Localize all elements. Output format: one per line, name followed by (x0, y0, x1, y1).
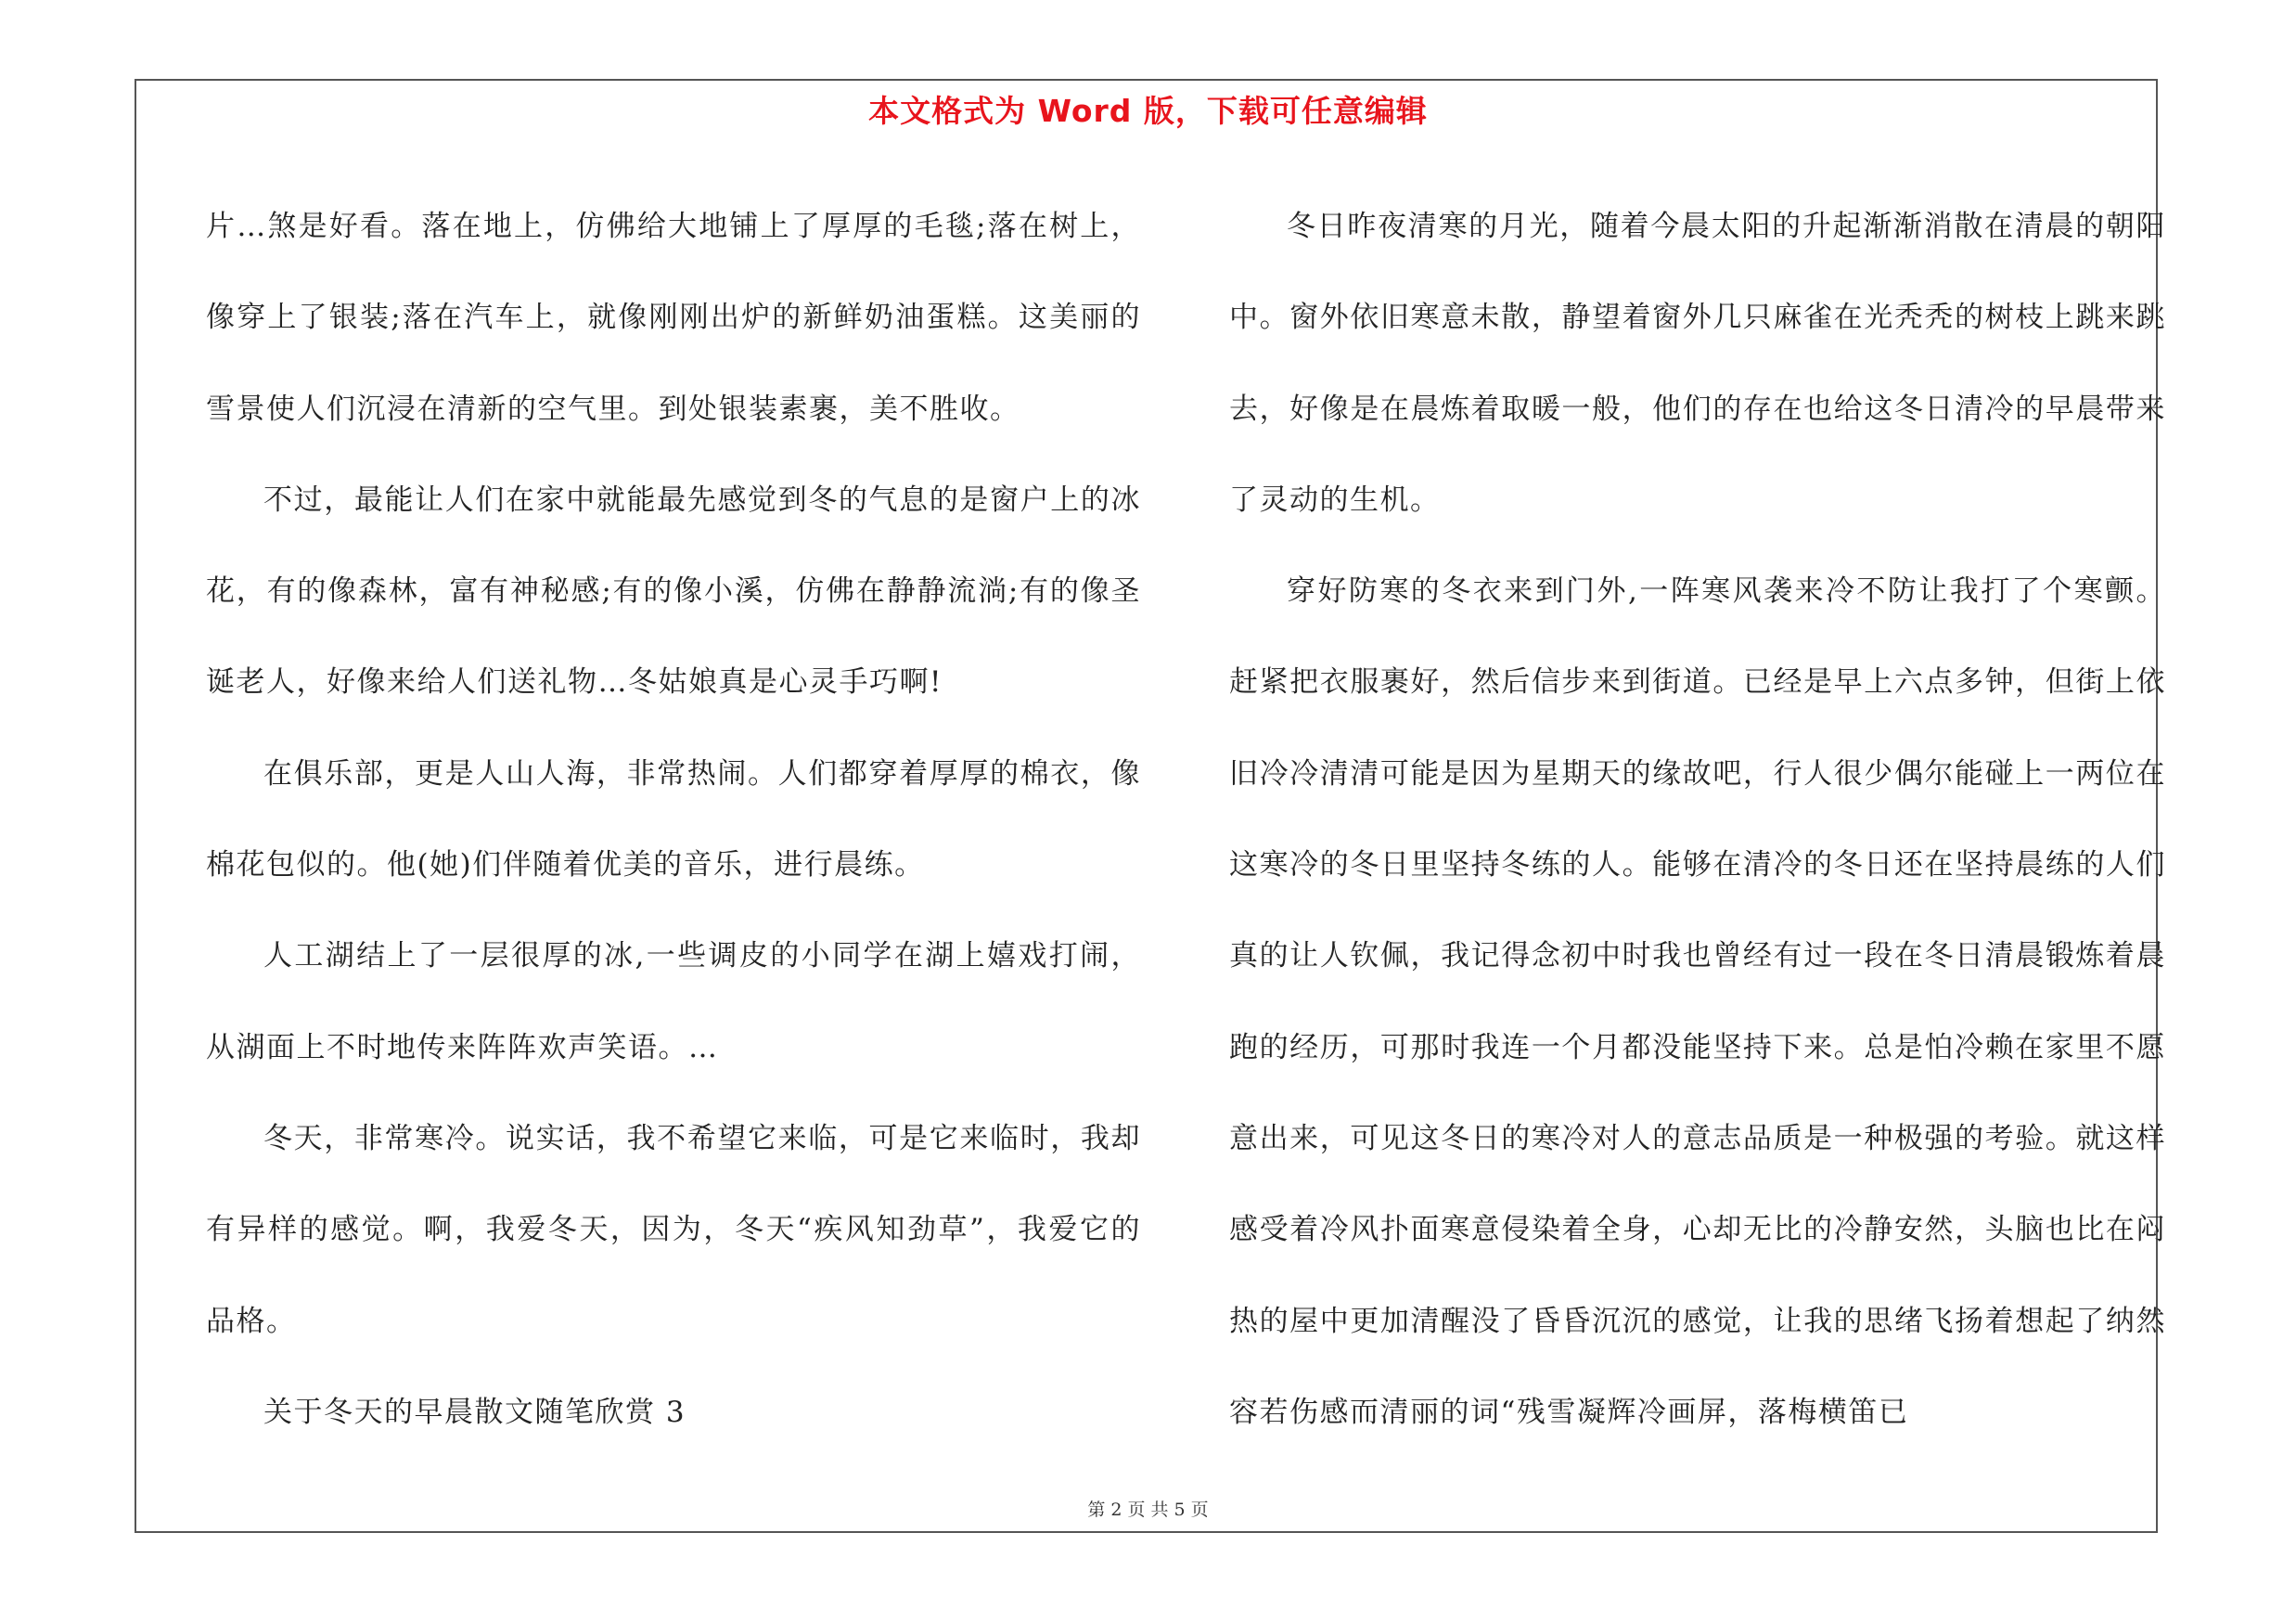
paragraph: 在俱乐部，更是人山人海，非常热闹。人们都穿着厚厚的棉衣，像棉花包似的。他(她)们伴随着优美的音乐，进行晨练。 (206, 756, 1141, 882)
paragraph: 冬天，非常寒冷。说实话，我不希望它来临，可是它来临时，我却有异样的感觉。啊，我爱冬天，因为，冬天“疾风知劲草”，我爱它的品格。 (206, 1121, 1141, 1338)
header-banner: 本文格式为 Word 版，下载可任意编辑 (868, 93, 1428, 129)
left-column (206, 181, 1141, 1458)
paragraph: 人工湖结上了一层很厚的冰,一些调皮的小同学在湖上嬉戏打闹，从湖面上不时地传来阵阵欢声笑语。… (206, 939, 1141, 1064)
paragraph: 冬日昨夜清寒的月光，随着今晨太阳的升起渐渐消散在清晨的朝阳中。窗外依旧寒意未散，静望着窗外几只麻雀在光秃秃的树枝上跳来跳去，好像是在晨炼着取暖一般，他们的存在也给这冬日清冷的早晨带来了灵动的生机。 (1229, 210, 2166, 517)
section-heading: 关于冬天的早晨散文随笔欣赏 3 (263, 1395, 686, 1429)
paragraph: 片…煞是好看。落在地上，仿佛给大地铺上了厚厚的毛毯;落在树上，像穿上了银装;落在汽车上，就像刚刚出炉的新鲜奶油蛋糕。这美丽的雪景使人们沉浸在清新的空气里。到处银装素裹，美不胜收。 (206, 210, 1141, 426)
page-number: 第 2 页 共 5 页 (1087, 1500, 1209, 1520)
paragraph: 不过，最能让人们在家中就能最先感觉到冬的气息的是窗户上的冰花，有的像森林，富有神秘感;有的像小溪，仿佛在静静流淌;有的像圣诞老人，好像来给人们送礼物…冬姑娘真是心灵手巧啊! (206, 483, 1141, 700)
paragraph: 穿好防寒的冬衣来到门外,一阵寒风袭来冷不防让我打了个寒颤。赶紧把衣服裹好，然后信步来到街道。已经是早上六点多钟，但街上依旧冷冷清清可能是因为星期天的缘故吧，行人很少偶尔能碰上一两位在这寒冷的冬日里坚持冬练的人。能够在清冷的冬日还在坚持晨练的人们真的让人钦佩，我记得念初中时我也曾经有过一段在冬日清晨锻炼着晨跑的经历，可那时我连一个月都没能坚持下来。总是怕冷赖在家里不愿意出来，可见这冬日的寒冷对人的意志品质是一种极强的考验。就这样感受着冷风扑面寒意侵染着全身，心却无比的冷静安然，头脑也比在闷热的屋中更加清醒没了昏昏沉沉的感觉，让我的思绪飞扬着想起了纳然容若伤感而清丽的词“残雪凝辉冷画屏，落梅横笛已 (1229, 574, 2166, 1429)
right-column (1229, 181, 2166, 1458)
